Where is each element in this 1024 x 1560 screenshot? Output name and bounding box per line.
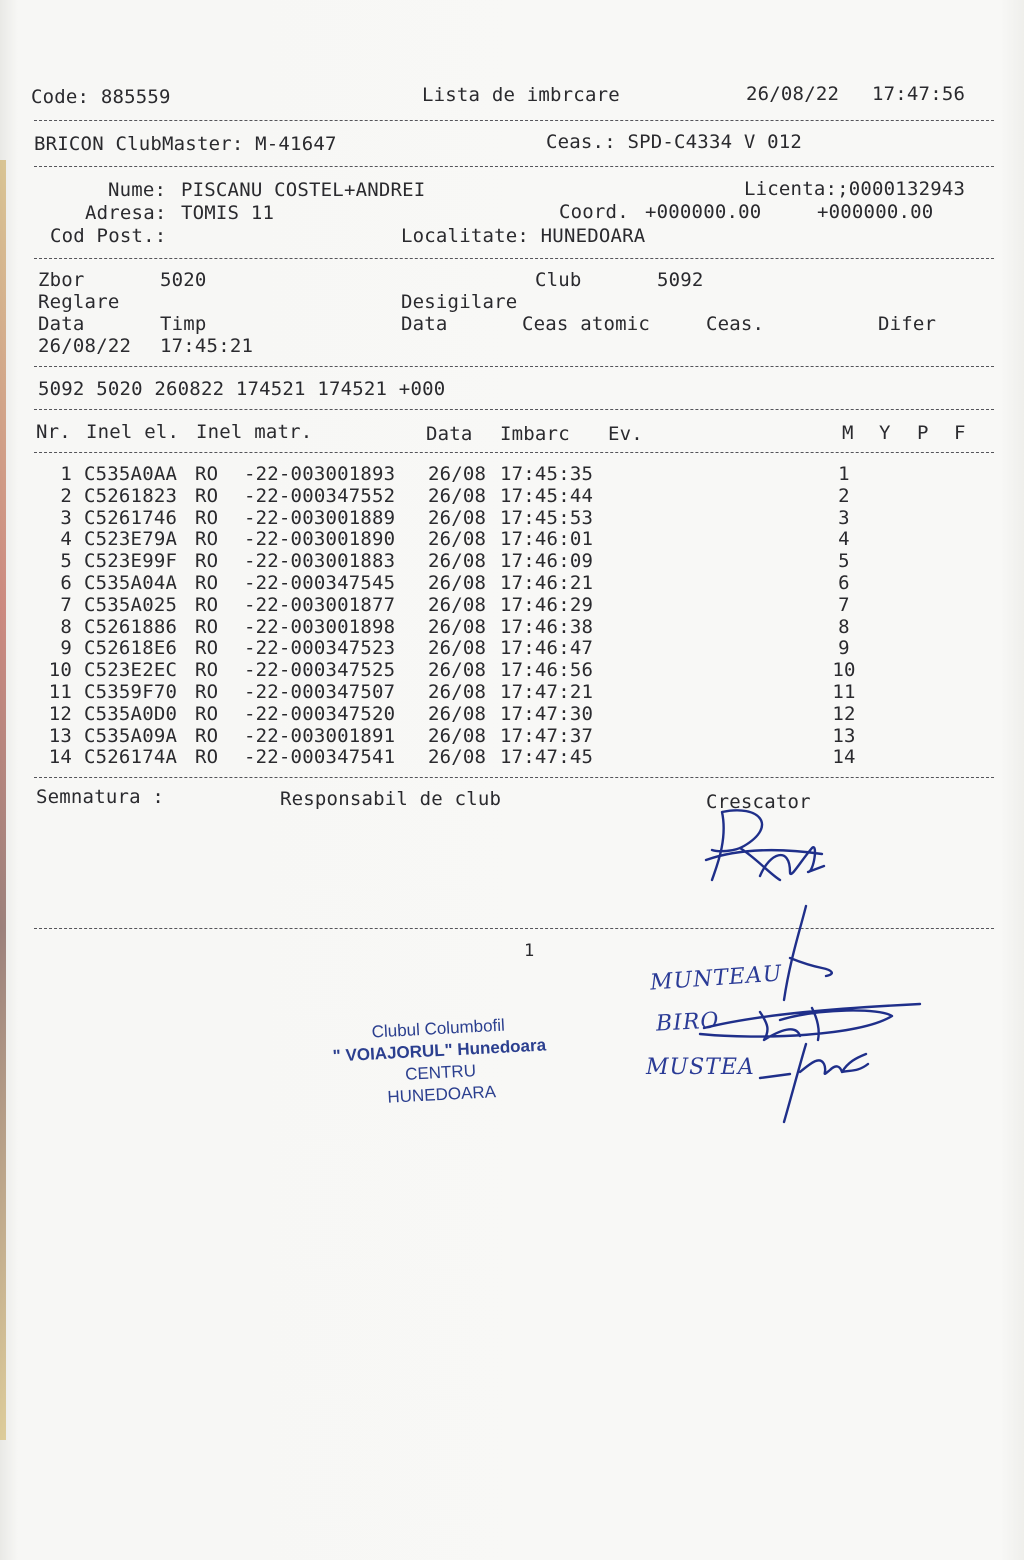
row-date: 26/08 — [428, 484, 487, 507]
col-ev: Ev. — [608, 423, 643, 445]
row-nr: 9 — [60, 637, 72, 660]
row-inel-el: C523E79A — [84, 528, 178, 551]
row-nr: 5 — [60, 550, 72, 573]
reglare-label: Reglare — [38, 291, 120, 313]
row-country: RO — [195, 615, 219, 638]
coord-y: +000000.00 — [817, 201, 934, 223]
row-nr: 6 — [60, 572, 72, 594]
row-inel-matr: -22-003001889 — [244, 506, 396, 529]
row-country: RO — [195, 463, 219, 485]
row-date: 26/08 — [428, 659, 487, 682]
row-date: 26/08 — [428, 615, 487, 638]
handwritten-name-1: MUNTEAU — [649, 961, 784, 996]
row-inel-matr: -22-003001891 — [244, 724, 396, 747]
responsabil-label: Responsabil de club — [280, 788, 502, 810]
crescator-signature — [706, 810, 824, 880]
row-inel-el: C535A025 — [84, 593, 178, 616]
row-nr: 2 — [60, 484, 72, 507]
row-country: RO — [195, 528, 219, 551]
row-time: 17:45:53 — [500, 506, 594, 529]
row-inel-el: C5359F70 — [84, 681, 178, 703]
handwritten-name-2: BIRO — [655, 1008, 721, 1037]
stamp-line-1: Clubul Columbofil — [371, 1015, 506, 1042]
difer-label: Difer — [878, 313, 937, 335]
row-time: 17:46:21 — [500, 572, 594, 594]
row-m: 10 — [832, 659, 856, 682]
row-date: 26/08 — [428, 506, 487, 529]
row-country: RO — [195, 659, 219, 682]
row-inel-matr: -22-000347523 — [244, 637, 396, 660]
row-country: RO — [195, 637, 219, 660]
row-m: 4 — [838, 528, 850, 551]
col-p: P — [917, 422, 929, 444]
desigilare-label: Desigilare — [401, 291, 518, 313]
ceas-atomic-label: Ceas atomic — [522, 313, 651, 335]
handwritten-name-3: MUSTEA — [646, 1055, 755, 1080]
row-m: 7 — [838, 593, 850, 616]
row-nr: 12 — [48, 702, 72, 725]
row-m: 2 — [838, 484, 850, 507]
row-m: 3 — [838, 506, 850, 529]
semnatura-label: Semnatura : — [36, 786, 165, 808]
row-country: RO — [195, 724, 219, 747]
row-time: 17:46:09 — [500, 550, 594, 573]
row-inel-matr: -22-000347507 — [244, 681, 396, 703]
row-time: 17:46:56 — [500, 659, 594, 682]
row-time: 17:45:44 — [500, 484, 594, 507]
row-time: 17:46:29 — [500, 593, 594, 616]
col-m: M — [842, 422, 854, 444]
col-nr: Nr. — [36, 421, 71, 443]
row-time: 17:46:38 — [500, 615, 594, 638]
row-country: RO — [195, 484, 219, 507]
signature-2 — [700, 1004, 920, 1040]
row-inel-el: C5261746 — [84, 506, 178, 529]
address-label: Adresa: — [85, 202, 167, 224]
row-date: 26/08 — [428, 528, 487, 551]
row-m: 5 — [838, 550, 850, 573]
row-time: 17:47:21 — [500, 681, 594, 703]
row-inel-matr: -22-003001877 — [244, 593, 396, 616]
row-m: 14 — [832, 746, 856, 769]
row-nr: 3 — [60, 506, 72, 529]
timp-label: Timp — [160, 313, 207, 335]
club-label: Club — [535, 269, 582, 291]
row-country: RO — [195, 572, 219, 594]
row-country: RO — [195, 593, 219, 616]
row-country: RO — [195, 702, 219, 725]
row-inel-matr: -22-000347520 — [244, 702, 396, 725]
row-nr: 14 — [48, 746, 72, 769]
row-date: 26/08 — [428, 702, 487, 725]
signature-1 — [784, 906, 832, 1000]
row-country: RO — [195, 506, 219, 529]
postcode-label: Cod Post.: — [50, 225, 167, 247]
owner-name: PISCANU COSTEL+ANDREI — [181, 179, 426, 201]
row-date: 26/08 — [428, 637, 487, 660]
row-country: RO — [195, 550, 219, 573]
row-inel-matr: -22-000347541 — [244, 746, 396, 769]
document-code: Code: 885559 — [31, 86, 171, 108]
row-inel-matr: -22-000347525 — [244, 659, 396, 682]
locality: Localitate: HUNEDOARA — [401, 225, 646, 247]
print-date: 26/08/22 — [746, 83, 840, 105]
row-nr: 4 — [60, 528, 72, 551]
flight-code-line: 5092 5020 260822 174521 174521 +000 — [38, 378, 446, 400]
row-nr: 10 — [48, 659, 72, 682]
col-inel-matr: Inel matr. — [196, 421, 313, 443]
row-date: 26/08 — [428, 463, 487, 485]
row-inel-el: C523E99F — [84, 550, 178, 573]
row-inel-matr: -22-003001893 — [244, 463, 396, 485]
row-date: 26/08 — [428, 572, 487, 594]
row-inel-el: C52618E6 — [84, 637, 178, 660]
reglare-time: 17:45:21 — [160, 335, 254, 357]
row-inel-matr: -22-003001883 — [244, 550, 396, 573]
row-m: 8 — [838, 615, 850, 638]
row-time: 17:46:47 — [500, 637, 594, 660]
row-nr: 13 — [48, 724, 72, 747]
club-value: 5092 — [657, 269, 704, 291]
row-country: RO — [195, 681, 219, 703]
row-inel-el: C526174A — [84, 746, 178, 769]
coord-label: Coord. — [559, 201, 629, 223]
row-date: 26/08 — [428, 681, 487, 703]
reglare-date: 26/08/22 — [38, 335, 132, 357]
row-nr: 7 — [60, 593, 72, 616]
row-m: 6 — [838, 572, 850, 594]
data-label: Data — [38, 313, 85, 335]
ceas-label: Ceas. — [706, 313, 765, 335]
row-date: 26/08 — [428, 724, 487, 747]
license-number: Licenta:;0000132943 — [744, 178, 966, 200]
row-time: 17:47:45 — [500, 746, 594, 769]
row-inel-el: C535A04A — [84, 572, 178, 594]
stamp-line-3: CENTRU — [404, 1061, 477, 1084]
row-m: 11 — [832, 681, 856, 703]
row-nr: 1 — [60, 463, 72, 485]
col-inel-el: Inel el. — [86, 421, 180, 443]
zbor-value: 5020 — [160, 269, 207, 291]
row-inel-el: C535A09A — [84, 724, 178, 747]
row-nr: 8 — [60, 615, 72, 638]
print-time: 17:47:56 — [872, 83, 966, 105]
data2-label: Data — [401, 313, 448, 335]
row-country: RO — [195, 746, 219, 769]
row-inel-matr: -22-003001890 — [244, 528, 396, 551]
stamp-line-2: " VOIAJORUL" Hunedoara — [332, 1035, 547, 1066]
clock-id: Ceas.: SPD-C4334 V 012 — [546, 131, 803, 153]
row-inel-el: C5261823 — [84, 484, 178, 507]
row-time: 17:46:01 — [500, 528, 594, 551]
row-date: 26/08 — [428, 746, 487, 769]
row-m: 1 — [838, 463, 850, 485]
page-number: 1 — [524, 941, 535, 961]
clubmaster-id: BRICON ClubMaster: M-41647 — [34, 133, 337, 155]
row-time: 17:47:30 — [500, 702, 594, 725]
col-imbarc: Imbarc — [500, 423, 570, 445]
col-f: F — [954, 422, 966, 444]
stamp-line-4: HUNEDOARA — [386, 1082, 497, 1107]
col-data: Data — [426, 423, 473, 445]
row-inel-matr: -22-003001898 — [244, 615, 396, 638]
row-m: 12 — [832, 702, 856, 725]
row-inel-el: C535A0AA — [84, 463, 178, 485]
zbor-label: Zbor — [38, 269, 85, 291]
row-time: 17:45:35 — [500, 463, 594, 485]
row-time: 17:47:37 — [500, 724, 594, 747]
name-label: Nume: — [108, 179, 167, 201]
crescator-label: Crescator — [706, 791, 811, 813]
row-date: 26/08 — [428, 550, 487, 573]
document-title: Lista de imbrcare — [422, 84, 620, 106]
coord-x: +000000.00 — [645, 201, 762, 223]
row-inel-el: C535A0D0 — [84, 702, 178, 725]
col-y: Y — [879, 422, 891, 444]
row-nr: 11 — [48, 681, 72, 703]
row-inel-matr: -22-000347552 — [244, 484, 396, 507]
row-inel-el: C523E2EC — [84, 659, 178, 682]
row-date: 26/08 — [428, 593, 487, 616]
row-m: 13 — [832, 724, 856, 747]
row-inel-el: C5261886 — [84, 615, 178, 638]
owner-address: TOMIS 11 — [181, 202, 275, 224]
row-inel-matr: -22-000347545 — [244, 572, 396, 594]
signature-3 — [760, 1044, 868, 1122]
row-m: 9 — [838, 637, 850, 660]
